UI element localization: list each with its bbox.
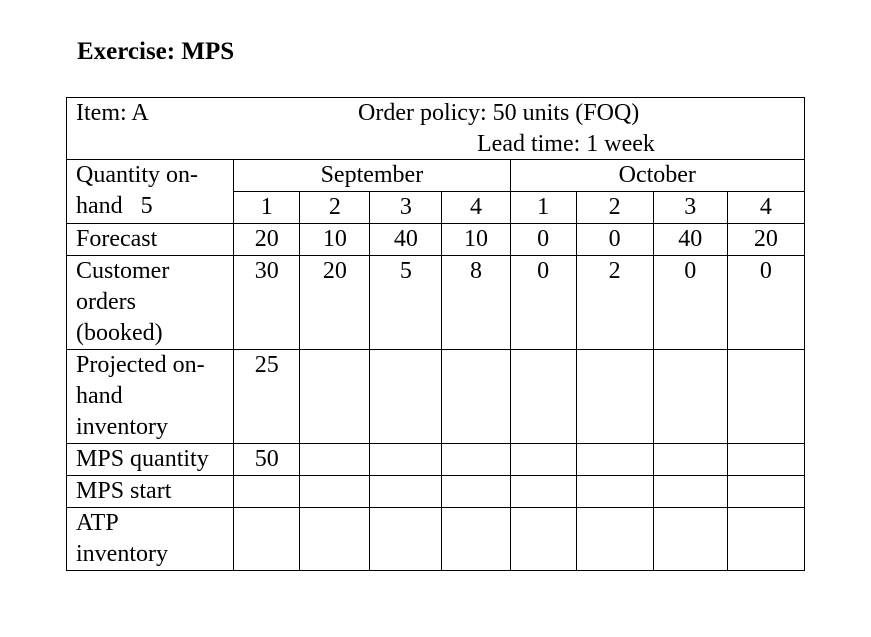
week-number: 4: [442, 192, 510, 224]
quantity-on-hand-cell: [67, 160, 234, 224]
mps-quantity-value: 50: [234, 444, 300, 476]
week-number: 2: [576, 192, 653, 224]
projected-on-hand-value: [510, 350, 576, 444]
customer-orders-row: [67, 256, 805, 350]
quantity-on-hand-label-line1: Quantity on-: [76, 162, 198, 188]
mps-quantity-label: MPS quantity: [67, 444, 234, 476]
atp-inventory-label-line2: inventory: [76, 541, 168, 567]
mps-quantity-value: [727, 444, 804, 476]
customer-orders-value: 20: [300, 256, 370, 350]
mps-quantity-value: [442, 444, 510, 476]
forecast-value: 0: [576, 224, 653, 256]
week-number: 1: [234, 192, 300, 224]
projected-on-hand-value: [727, 350, 804, 444]
forecast-value: 10: [300, 224, 370, 256]
customer-orders-value: 30: [234, 256, 300, 350]
mps-start-value: [653, 476, 727, 508]
atp-inventory-value: [510, 508, 576, 571]
atp-inventory-value: [653, 508, 727, 571]
week-number: 2: [300, 192, 370, 224]
projected-on-hand-label-line3: inventory: [76, 414, 168, 440]
atp-inventory-value: [576, 508, 653, 571]
mps-quantity-row: [67, 444, 805, 476]
mps-start-value: [300, 476, 370, 508]
atp-inventory-value: [442, 508, 510, 571]
mps-start-value: [370, 476, 442, 508]
forecast-value: 20: [727, 224, 804, 256]
week-number: 1: [510, 192, 576, 224]
customer-orders-value: 0: [727, 256, 804, 350]
mps-start-row: [67, 476, 805, 508]
atp-inventory-value: [370, 508, 442, 571]
mps-quantity-value: [653, 444, 727, 476]
forecast-value: 0: [510, 224, 576, 256]
week-number: 3: [653, 192, 727, 224]
projected-on-hand-label: [67, 350, 234, 444]
projected-on-hand-label-line1: Projected on-: [76, 352, 205, 378]
atp-inventory-value: [234, 508, 300, 571]
mps-table: [66, 97, 805, 571]
projected-on-hand-value: [370, 350, 442, 444]
forecast-value: 20: [234, 224, 300, 256]
lead-time-label: Lead time: 1 week: [477, 131, 655, 157]
customer-orders-value: 5: [370, 256, 442, 350]
quantity-on-hand-value: 5: [140, 193, 153, 219]
atp-inventory-label: [67, 508, 234, 571]
item-label: Item: A: [76, 100, 149, 126]
projected-on-hand-row: [67, 350, 805, 444]
mps-quantity-value: [510, 444, 576, 476]
month-row: [67, 160, 805, 192]
week-number: 4: [727, 192, 804, 224]
week-number: 3: [370, 192, 442, 224]
mps-start-value: [576, 476, 653, 508]
customer-orders-value: 2: [576, 256, 653, 350]
customer-orders-value: 0: [510, 256, 576, 350]
atp-inventory-value: [300, 508, 370, 571]
projected-on-hand-value: [576, 350, 653, 444]
customer-orders-label: [67, 256, 234, 350]
atp-inventory-row: [67, 508, 805, 571]
customer-orders-label-line1: Customer: [76, 258, 170, 284]
projected-on-hand-value: [442, 350, 510, 444]
month-september: September: [234, 160, 510, 192]
forecast-value: 10: [442, 224, 510, 256]
projected-on-hand-value: 25: [234, 350, 300, 444]
mps-start-value: [234, 476, 300, 508]
customer-orders-value: 0: [653, 256, 727, 350]
table-header-cell: [67, 98, 805, 160]
mps-start-value: [727, 476, 804, 508]
order-policy-label: Order policy: 50 units (FOQ): [358, 100, 640, 126]
mps-quantity-value: [576, 444, 653, 476]
customer-orders-label-line2: orders: [76, 289, 136, 315]
mps-start-value: [510, 476, 576, 508]
forecast-label: Forecast: [67, 224, 234, 256]
quantity-on-hand-label-line2: hand: [76, 193, 123, 219]
mps-quantity-value: [300, 444, 370, 476]
table-header-row: [67, 98, 805, 160]
month-october: October: [510, 160, 804, 192]
forecast-row: [67, 224, 805, 256]
customer-orders-label-line3: (booked): [76, 320, 163, 346]
forecast-value: 40: [653, 224, 727, 256]
customer-orders-value: 8: [442, 256, 510, 350]
page-title: Exercise: MPS: [77, 38, 235, 65]
mps-start-label: MPS start: [67, 476, 234, 508]
forecast-value: 40: [370, 224, 442, 256]
mps-quantity-value: [370, 444, 442, 476]
atp-inventory-value: [727, 508, 804, 571]
projected-on-hand-label-line2: hand: [76, 383, 123, 409]
mps-start-value: [442, 476, 510, 508]
projected-on-hand-value: [653, 350, 727, 444]
atp-inventory-label-line1: ATP: [76, 510, 119, 536]
projected-on-hand-value: [300, 350, 370, 444]
